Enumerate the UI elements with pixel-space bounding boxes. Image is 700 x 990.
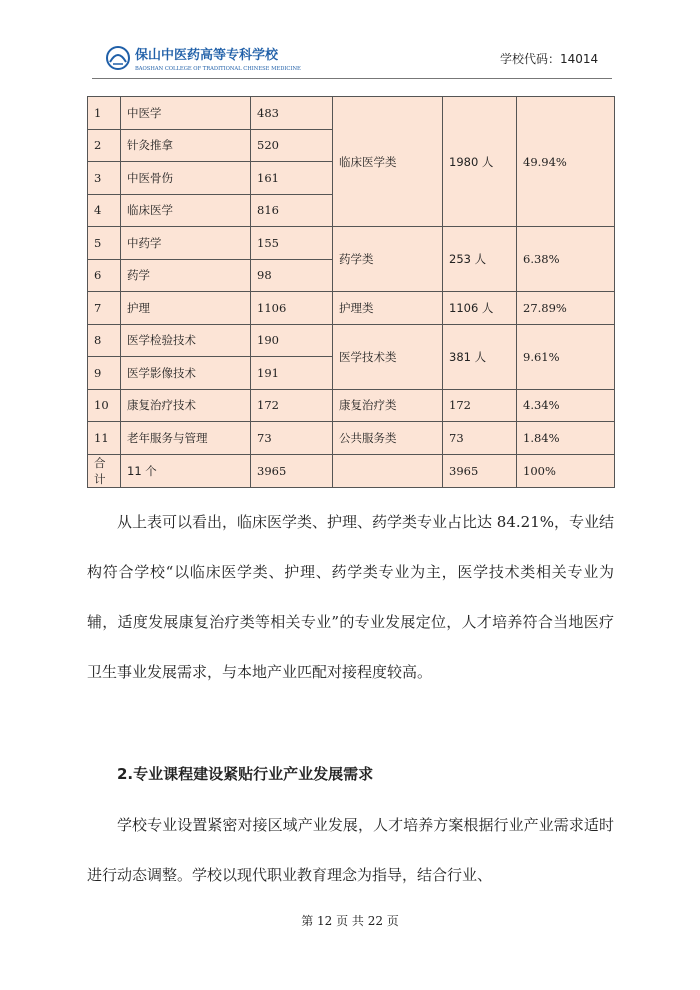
page-header — [0, 0, 700, 90]
table-row — [88, 389, 615, 422]
section-heading: 2.专业课程建设紧贴行业产业发展需求 — [117, 765, 374, 783]
table-cell: 1.84% — [517, 422, 615, 455]
table-cell: 针灸推拿 — [121, 129, 251, 162]
school-logo — [105, 44, 305, 74]
table-cell: 临床医学类 — [333, 97, 443, 227]
table-cell: 医学影像技术 — [121, 357, 251, 390]
table-cell: 3965 — [443, 454, 517, 487]
table-cell: 3 — [88, 162, 121, 195]
table-cell: 1980 人 — [443, 97, 517, 227]
table-cell: 中医骨伤 — [121, 162, 251, 195]
table-cell: 2 — [88, 129, 121, 162]
table-cell: 520 — [251, 129, 333, 162]
table-cell: 护理类 — [333, 292, 443, 325]
table-cell: 8 — [88, 324, 121, 357]
table-cell: 73 — [443, 422, 517, 455]
table-cell: 27.89% — [517, 292, 615, 325]
table-summary-row — [88, 454, 615, 487]
majors-table — [87, 96, 615, 488]
table-cell: 190 — [251, 324, 333, 357]
table-cell: 49.94% — [517, 97, 615, 227]
table-cell: 合计 — [88, 454, 121, 487]
table-cell: 医学检验技术 — [121, 324, 251, 357]
table-cell: 7 — [88, 292, 121, 325]
table-row — [88, 97, 615, 130]
table-row — [88, 292, 615, 325]
table-cell: 4 — [88, 194, 121, 227]
table-cell: 康复治疗类 — [333, 389, 443, 422]
table-cell: 6 — [88, 259, 121, 292]
table-cell: 73 — [251, 422, 333, 455]
table-cell: 381 人 — [443, 324, 517, 389]
table-cell: 11 个 — [121, 454, 251, 487]
table-cell: 1 — [88, 97, 121, 130]
table-cell: 6.38% — [517, 227, 615, 292]
table-cell: 172 — [443, 389, 517, 422]
table-cell: 护理 — [121, 292, 251, 325]
table-cell: 5 — [88, 227, 121, 260]
logo-emblem-icon — [107, 47, 129, 69]
table-cell: 172 — [251, 389, 333, 422]
table-row — [88, 227, 615, 260]
school-name-en: BAOSHAN COLLEGE OF TRADITIONAL CHINESE MEDICINE — [135, 66, 301, 72]
table-cell: 4.34% — [517, 389, 615, 422]
table-cell: 药学 — [121, 259, 251, 292]
table-cell: 中医学 — [121, 97, 251, 130]
table-cell: 98 — [251, 259, 333, 292]
body-paragraph-2: 学校专业设置紧密对接区域产业发展，人才培养方案根据行业产业需求适时进行动态调整。学校以现代职业教育理念为指导，结合行业、 — [87, 816, 614, 884]
table-row — [88, 422, 615, 455]
table-cell: 100% — [517, 454, 615, 487]
table-row — [88, 324, 615, 357]
table-cell: 191 — [251, 357, 333, 390]
table-cell: 161 — [251, 162, 333, 195]
table-cell: 临床医学 — [121, 194, 251, 227]
table-cell: 3965 — [251, 454, 333, 487]
header-divider — [92, 78, 612, 79]
table-cell: 9 — [88, 357, 121, 390]
table-cell: 康复治疗技术 — [121, 389, 251, 422]
table-cell: 药学类 — [333, 227, 443, 292]
school-code: 学校代码：14014 — [500, 52, 599, 66]
table-cell: 1106 — [251, 292, 333, 325]
table-cell: 公共服务类 — [333, 422, 443, 455]
table-cell: 816 — [251, 194, 333, 227]
table-cell: 11 — [88, 422, 121, 455]
table-cell: 9.61% — [517, 324, 615, 389]
page-number: 第 12 页 共 22 页 — [301, 914, 399, 928]
table-cell: 中药学 — [121, 227, 251, 260]
table-cell: 医学技术类 — [333, 324, 443, 389]
table-cell: 10 — [88, 389, 121, 422]
table-cell: 老年服务与管理 — [121, 422, 251, 455]
body-paragraph-1: 从上表可以看出，临床医学类、护理、药学类专业占比达 84.21%，专业结构符合学校“以临床医学类、护理、药学类专业为主，医学技术类相关专业为辅，适度发展康复治疗类等相关专业”的专业发展定位，人才培养符合当地医疗卫生事业发展需求，与本地产业匹配对接程度较高。 — [87, 513, 614, 681]
table-cell — [333, 454, 443, 487]
school-name-cn: 保山中医药高等专科学校 — [135, 48, 279, 63]
table-cell: 1106 人 — [443, 292, 517, 325]
table-cell: 155 — [251, 227, 333, 260]
table-cell: 253 人 — [443, 227, 517, 292]
table-cell: 483 — [251, 97, 333, 130]
